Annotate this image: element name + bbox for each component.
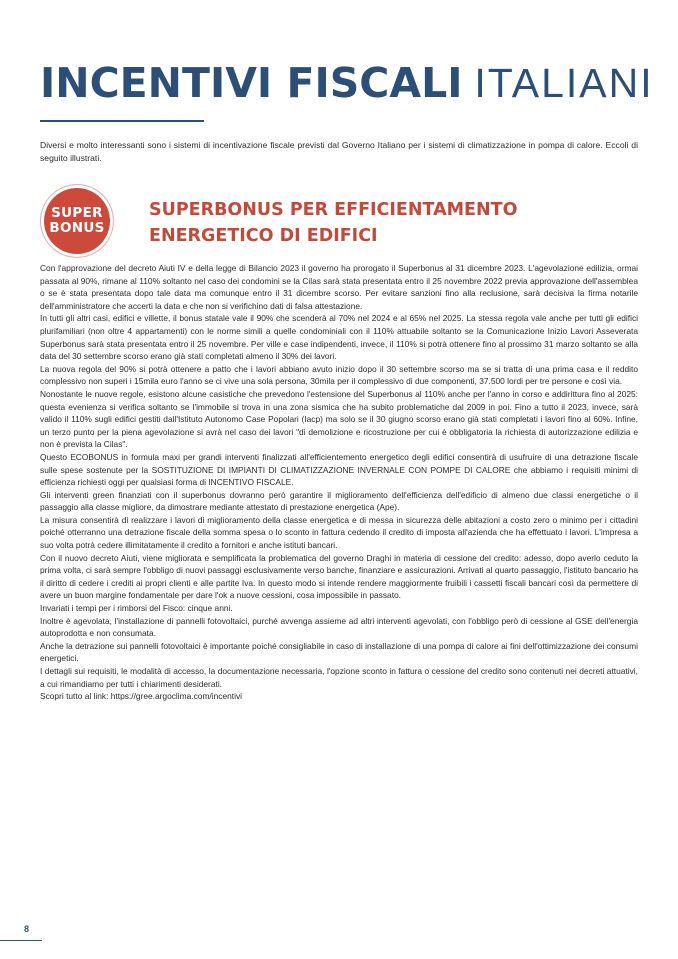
superbonus-badge [41, 185, 113, 257]
paragraph: Gli interventi green finanziati con il superbonus dovranno però garantire il miglioramento dell'efficienza dell'edificio di almeno due classi energetiche o il passaggio alla classe migliore, da dimostrare mediante attestato di prestazione energetica (Ape). [40, 489, 638, 513]
page-title-light: ITALIANI [474, 60, 654, 106]
section-title-line-1: SUPERBONUS PER EFFICIENTAMENTO [149, 200, 518, 220]
article-body [40, 262, 638, 703]
page-title-bold: INCENTIVI FISCALI [40, 59, 463, 107]
section-title-line-2: ENERGETICO DI EDIFICI [149, 226, 378, 246]
paragraph: Con l'approvazione del decreto Aiuti IV e della legge di Bilancio 2023 il governo ha prorogato il Superbonus al 31 dicembre 2023. L'agevolazione edilizia, ormai passata al 90%, rimane al 110% soltanto nel caso dei condomini se la Cilas sarà stata presentata entro il 25 novembre 2022 previa approvazione dell'assemblea o se è stata presentata dopo tale data ma comunque entro il 31 dicembre scorso. Per evitare sanzioni fino alla reclusione, sarà decisiva la firma notarile dell'amministratore che accerti la data e che non si verifichino dati di falsa attestazione. [40, 263, 638, 311]
paragraph: La misura consentirà di realizzare i lavori di miglioramento della classe energetica e di messa in sicurezza delle abitazioni a costo zero o minimo per i cittadini poiché otterranno una detrazione fiscale della somma spesa o lo sconto in fattura cedendo il credito di imposta all'azienda che ha effettuato i lavori. L'impresa a suo volta potrà cedere illimitatamente il credito a fornitori e anche istituti bancari. [40, 514, 638, 551]
paragraph: Nonostante le nuove regole, esistono alcune casistiche che prevedono l'estensione del Superbonus al 110% anche per l'anno in corso e addirittura fino al 2025: questa evenienza si verifica soltanto se l'immobile si trova in una zona sismica che ha subito problematiche dal 2009 in poi. Fino a tutto il 2023, invece, sarà valido il 110% sugli edifici gestiti dall'Istituto Autonomo Case Popolari (Iacp) ma solo se il 30 giugno scorso erano già stati completati i lavori fino al 60%. Infine, un terzo punto per la piena agevolazione si avrà nel caso dei lavori "di demolizione e ricostruzione per cui è obbligatoria la richiesta di autorizzazione edilizia e non è prevista la Cilas". [40, 388, 638, 450]
paragraph: Invariati i tempi per i rimborsi del Fisco: cinque anni. [40, 603, 233, 614]
paragraph: Inoltre è agevolata, l'installazione di pannelli fotovoltaici, purché avvenga assieme ad altri interventi agevolati, con l'obbligo però di cessione al GSE dell'energia autoprodotta e non consumata. [40, 615, 638, 639]
paragraph: Questo ECOBONUS in formula maxi per grandi interventi finalizzati all'efficientemento energetico degli edifici consentirà di usufruire di una detrazione fiscale sulle spese sostenute per la SOSTITUZIONE DI IMPIANTI DI CLIMATIZZAZIONE INVERNALE CON POMPE DI CALORE che abbiamo i requisiti minimi di efficienza richiesti oggi per qualsiasi forma di INCENTIVO FISCALE. [40, 451, 638, 488]
title-underline [40, 120, 204, 122]
intro-paragraph: Diversi e molto interessanti sono i sistemi di incentivazione fiscale previsti dal Governo Italiano per i sistemi di climatizzazione in pompa di calore. Eccoli di seguito illustrati. [40, 140, 638, 163]
page-title [40, 56, 654, 110]
paragraph: In tutti gli altri casi, edifici e villette, il bonus statale vale il 90% che scenderà al 70% nel 2024 e al 65% nel 2025. La stessa regola vale anche per tutti gli edifici plurifamiliari (non oltre 4 appartamenti) con le norme simili a quelle condominiali con il 110% attuabile soltanto se la Comunicazione Inizio Lavori Asseverata Superbonus sarà stata presentata entro il 25 novembre. Per ville e case indipendenti, invece, il 110% si potrà ottenere fino al prossimo 31 marzo soltanto se alla data del 30 settembre scorso erano già stati completati almeno il 30% dei lavori. [40, 313, 638, 362]
footer-rule [0, 940, 42, 941]
badge-line-2: BONUS [49, 220, 105, 236]
incentives-link-text[interactable]: Scopri tutto al link: https://gree.argoclima.com/incentivi [40, 691, 243, 702]
paragraph: La nuova regola del 90% si potrà ottenere a patto che i lavori abbiano avuto inizio dopo il 30 settembre scorso ma se si tratta di una prima casa e il reddito complessivo non superi i 15mila euro l'anno se ci vive una sola persona, 30mila per il complessivo di due componenti, 37.500 lordi per tre persone e così via. [40, 363, 638, 387]
page-number: 8 [24, 924, 30, 934]
section-title [149, 197, 517, 249]
paragraph: Con il nuovo decreto Aiuti, viene migliorata e semplificata la problematica del governo Draghi in materia di cessione del credito: adesso, dopo averlo ceduto la prima volta, ci sarà sempre l'obbligo di nuovi passaggi esclusivamente verso banche, finanziare e assicurazioni. Arrivati al quarto passaggio, l'istituto bancario ha il diritto di cedere i crediti ai propri clienti e alle partite Iva. In questo modo si intende rendere maggiormente fruibili i cassetti fiscali bancari così da permettere di avere un buon margine fondamentale per dare l'ok a nuove cessioni, cosa impossibile in passato. [40, 552, 638, 601]
badge-line-1: SUPER [51, 205, 103, 221]
paragraph: I dettagli sui requisiti, le modalità di accesso, la documentazione necessaria, l'opzione sconto in fattura o cessione del credito sono contenuti nei decreti attuativi, a cui rimandiamo per tutti i chiarimenti desiderati. [40, 666, 638, 689]
paragraph: Anche la detrazione sui pannelli fotovoltaici è importante poiché consigliabile in caso di installazione di una pompa di calore ai fini dell'ottimizzazione dei consumi energetici. [40, 640, 638, 664]
